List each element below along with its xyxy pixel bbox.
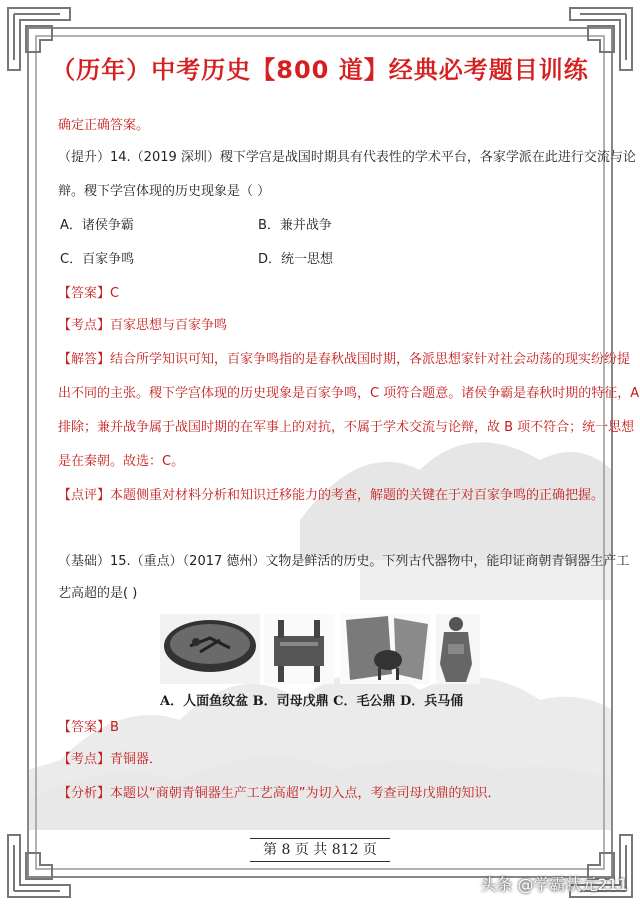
terracotta-warrior-image bbox=[436, 614, 480, 684]
answer-14: 【答案】C bbox=[58, 286, 120, 301]
question-14-line-2: 辩。稷下学宫体现的历史现象是（ ） bbox=[58, 184, 271, 199]
option-a: A．诸侯争霸 bbox=[60, 218, 134, 233]
question-14-line-1: （提升）14.（2019 深圳）稷下学宫是战国时期具有代表性的学术平台，各家学派在此进行交流与论 bbox=[58, 150, 636, 165]
fish-pattern-basin-image bbox=[160, 614, 260, 684]
solution-line-2: 出不同的主张。稷下学宫体现的历史现象是百家争鸣，C 项符合题意。诸侯争霸是春秋时期的特征，A bbox=[58, 386, 640, 401]
page-title: （历年）中考历史【800 道】经典必考题目训练 bbox=[51, 56, 589, 84]
analysis-15: 【分析】本题以“商朝青铜器生产工艺高超”为切入点，考查司母戊鼎的知识． bbox=[58, 786, 501, 801]
question-15-line-2: 艺高超的是( ) bbox=[58, 586, 138, 601]
knowledge-point-15: 【考点】青铜器． bbox=[58, 752, 163, 767]
option-d: D．统一思想 bbox=[258, 252, 334, 267]
page-number: 第 8 页 共 812 页 bbox=[250, 838, 390, 862]
option-c: C．百家争鸣 bbox=[60, 252, 135, 267]
solution-line-4: 是在秦朝。故选：C。 bbox=[58, 454, 185, 469]
comment-14: 【点评】本题侧重对材料分析和知识迁移能力的考查，解题的关键在于对百家争鸣的正确把握。 bbox=[58, 488, 605, 503]
option-b: B．兼并战争 bbox=[258, 218, 332, 233]
artifact-caption: A．人面鱼纹盆 B．司母戊鼎 C．毛公鼎 D．兵马俑 bbox=[160, 694, 464, 709]
answer-15: 【答案】B bbox=[58, 720, 119, 735]
maogong-ding-image bbox=[340, 614, 430, 684]
watermark: 头条 @学霸状元211 bbox=[480, 875, 628, 894]
solution-line-1: 【解答】结合所学知识可知，百家争鸣指的是春秋战国时期，各派思想家针对社会动荡的现实纷纷提 bbox=[58, 352, 631, 367]
artifact-images bbox=[160, 614, 480, 684]
simuwu-ding-image bbox=[264, 614, 334, 684]
solution-line-3: 排除；兼并战争属于战国时期的在军事上的对抗，不属于学术交流与论辩，故 B 项不符合；统一思想 bbox=[58, 420, 635, 435]
question-15-line-1: （基础）15.（重点）（2017 德州）文物是鲜活的历史。下列古代器物中，能印证商朝青铜器生产工 bbox=[58, 554, 630, 569]
knowledge-point-14: 【考点】百家思想与百家争鸣 bbox=[58, 318, 228, 333]
intro-line: 确定正确答案。 bbox=[58, 118, 150, 133]
